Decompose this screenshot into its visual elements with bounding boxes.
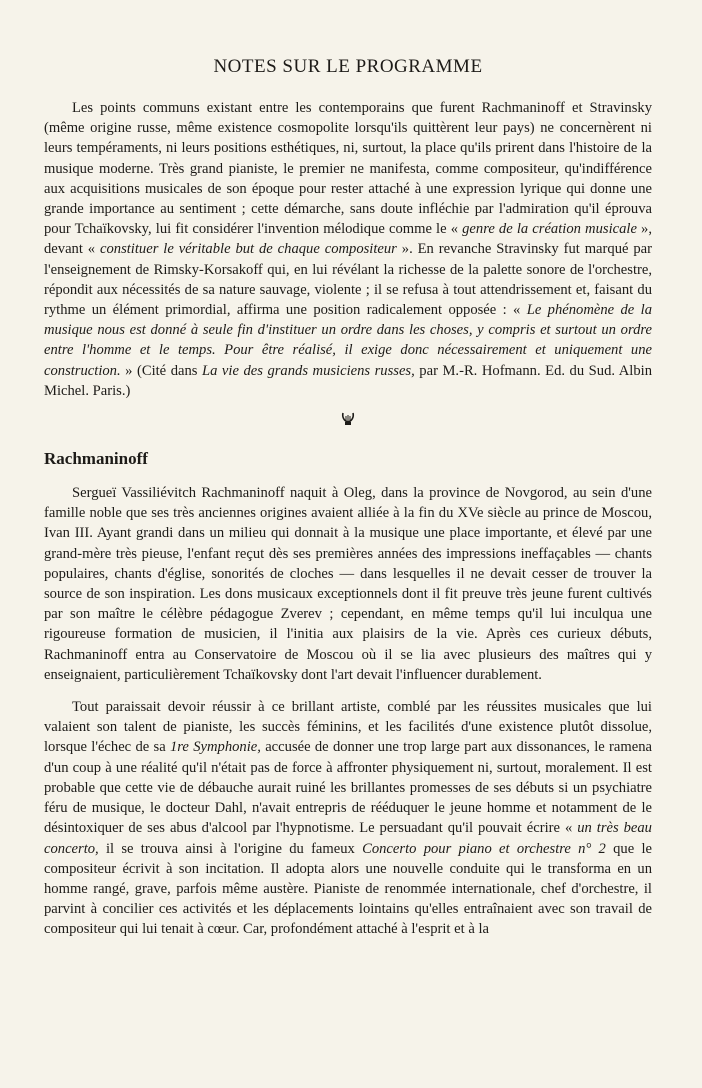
quote-italic: un très beau concerto, xyxy=(44,820,652,857)
body-paragraph-2 xyxy=(44,697,652,939)
work-title-italic: 1re Symphonie, xyxy=(170,739,261,756)
text-run: par M.-R. Hofmann. Ed. du Sud. Albin Michel. Paris.) xyxy=(44,362,652,399)
page-title: NOTES SUR LE PROGRAMME xyxy=(213,56,483,77)
text-run: ». En revanche Stravinsky fut marqué par l'enseignement de Rimsky-Korsakoff qui, en lui révélant la richesse de la palette sonore de l'orchestre, répondit aux nécessités de sa nature sauvage, violente ; il se refusa à tout attendrissement et, faisant du rythme un élément primordial, affirma une position radicalement opposée : « xyxy=(44,241,653,319)
text-run: Tout paraissait devoir réussir à ce brillant artiste, comblé par les réussites musicales que lui valaient son talent de pianiste, les succès féminins, et les facilités d'une existence plutôt dissolue, lorsque l'échec de sa xyxy=(44,699,652,756)
text-run: » (Cité dans xyxy=(120,362,202,379)
lyre-icon xyxy=(340,411,356,427)
quote-italic: constituer le véritable but de chaque compositeur xyxy=(100,241,397,258)
body-paragraph-1: Sergueï Vassiliévitch Rachmaninoff naquit à Oleg, dans la province de Novgorod, au sein d'une famille noble que ses très anciennes origines avaient alliée à la fin du XVe siècle au prince de Moscou, Ivan III. Ayant grandi dans un milieu qui donnait à la musique une place importante, et élevé par une grand-mère très pieuse, l'enfant reçut dès ses premières années des impressions ineffaçables — chants populaires, chants d'église, sonorités de cloches — dans lesquelles il ne devait cesser de trouver la source de son inspiration. Les dons musicaux exceptionnels dont il fit preuve très jeune furent cultivés par son maître le célèbre pédagogue Zverev ; cependant, en même temps qu'il lui inculqua une rigoureuse formation de musicien, il l'initia aux plaisirs de la vie. Après ces curieux débuts, Rachmaninoff entra au Conservatoire de Moscou où il se lia avec plusieurs des maîtres qui y enseignaient, particulièrement Tchaïkovsky dont l'art devait l'influencer durablement. xyxy=(44,485,652,683)
text-run: il se trouva ainsi à l'origine du fameux xyxy=(98,840,363,857)
text-run: Les points communs existant entre les contemporains que furent Rachmaninoff et Stravinsky (même origine russe, même existence cosmopolite lorsqu'ils quittèrent leur pays) ne concernèrent ni leurs tempéraments, ni leurs positions esthétiques, ni, surtout, la place qu'ils prirent dans l'histoire de la musique moderne. Très grand pianiste, le premier ne manifesta, comme compositeur, qu'indifférence aux acquisitions musicales de son époque pour rester attaché à une expression lyrique qui donne une grande importance au sentiment ; cette démarche, sans doute infléchie par l'admiration qu'il éprouva pour Tchaïkovsky, lui fit considérer l'invention mélodique comme le « xyxy=(44,100,652,238)
quote-italic: genre de la création musicale xyxy=(462,221,637,238)
quote-italic: Le phénomène de la musique nous est donné à seule fin d'instituer un ordre dans les choses, y compris et surtout un ordre entre l'homme et le temps. Pour être réalisé, il exige donc nécessairement et uniquement une construction. xyxy=(44,302,652,379)
text-run: que le compositeur écrivit à son incitation. Il adopta alors une nouvelle conduite qui le transforma en un homme rangé, grave, parfois même austère. Pianiste de renommée internationale, chef d'orchestre, il parvint à concilier ces activités et les déplacements lointains qu'elles entraînaient avec son travail de compositeur qui lui tenait à cœur. Car, profondément attaché à l'esprit et à la xyxy=(44,840,653,938)
document-page xyxy=(44,56,652,940)
intro-paragraph xyxy=(44,98,652,401)
text-run: », devant « xyxy=(44,221,653,258)
work-title-italic: Concerto pour piano et orchestre n° 2 xyxy=(362,840,606,857)
section-heading: Rachmaninoff xyxy=(44,449,148,469)
book-title-italic: La vie des grands musiciens russes, xyxy=(201,362,415,379)
text-run: accusée de donner une trop large part aux dissonances, le ramena d'un coup à une réalité qu'il n'était pas de force à affronter physiquement ni, surtout, moralement. Il est probable que cette vie de débauche aurait ruiné les brillantes promesses de ses débuts si un psychiatre féru de musique, le docteur Dahl, n'avait entrepris de rééduquer le jeune homme et notamment de le désintoxiquer de ses abus d'alcool par l'hypnotisme. Le persuadant qu'il pouvait écrire « xyxy=(44,739,652,837)
